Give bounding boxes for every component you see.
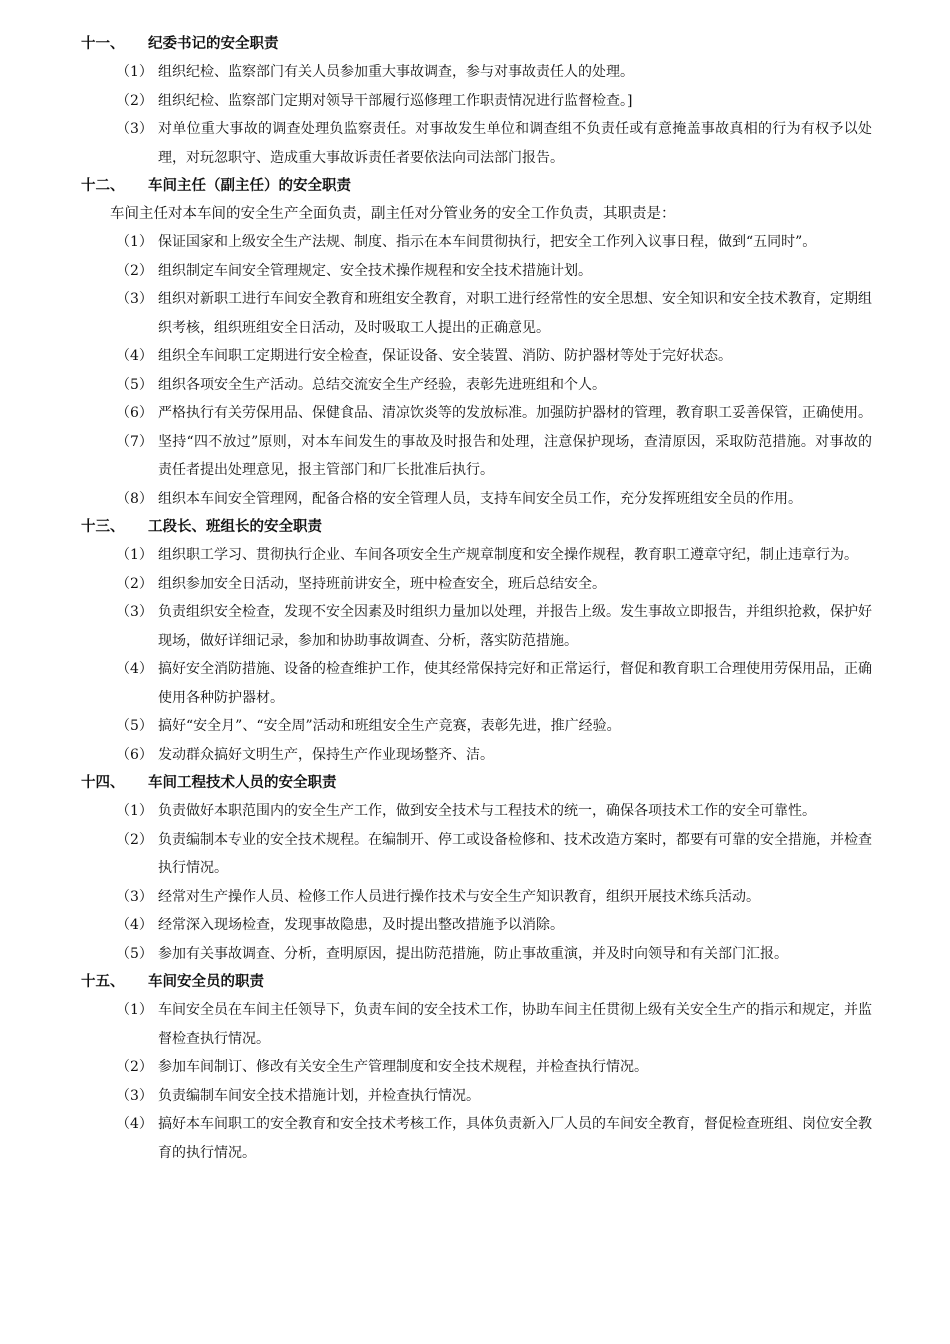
section-title: 纪委书记的安全职责 xyxy=(148,36,279,52)
section xyxy=(0,968,950,1167)
list-item-number: （3） xyxy=(116,888,153,905)
section xyxy=(0,172,950,513)
list-item-number: （5） xyxy=(116,945,153,962)
list-item-text: 搞好安全消防措施、设备的检查维护工作，使其经常保持完好和正常运行，督促和教育职工合理使用劳保用品，正确使用各种防护器材。 xyxy=(158,661,872,706)
section-number: 十二、 xyxy=(81,178,125,194)
list-item-text: 组织全车间职工定期进行安全检查，保证设备、安全装置、消防、防护器材等处于完好状态。 xyxy=(158,348,732,364)
section-heading xyxy=(0,172,950,200)
list-item-number: （2） xyxy=(116,575,153,592)
list-item-text: 组织职工学习、贯彻执行企业、车间各项安全生产规章制度和安全操作规程，教育职工遵章守纪，制止违章行为。 xyxy=(158,547,858,563)
list-item xyxy=(116,285,872,342)
list-item-text: 参加有关事故调查、分析，查明原因，提出防范措施，防止事故重演，并及时向领导和有关部门汇报。 xyxy=(158,945,788,962)
section xyxy=(0,513,950,769)
list-item xyxy=(116,712,872,741)
list-item xyxy=(116,741,872,770)
list-item-number: （2） xyxy=(116,831,153,848)
list-item xyxy=(116,1082,872,1111)
list-item xyxy=(116,485,872,514)
section-title: 车间安全员的职责 xyxy=(148,974,264,990)
list-item-number: （6） xyxy=(116,746,153,763)
list-item-text: 组织各项安全生产活动。总结交流安全生产经验，表彰先进班组和个人。 xyxy=(158,376,606,393)
list-item-number: （2） xyxy=(116,262,153,279)
list-item xyxy=(116,399,872,428)
list-item xyxy=(116,342,872,371)
list-item-text: 组织本车间安全管理网，配备合格的安全管理人员，支持车间安全员工作，充分发挥班组安全员的作用。 xyxy=(158,490,802,507)
list-item-number: （3） xyxy=(116,291,153,307)
list-item-text: 负责做好本职范围内的安全生产工作，做到安全技术与工程技术的统一，确保各项技术工作的安全可靠性。 xyxy=(158,803,816,819)
list-item-text: 组织参加安全日活动，坚持班前讲安全，班中检查安全，班后总结安全。 xyxy=(158,575,606,592)
list-item-text: 组织对新职工进行车间安全教育和班组安全教育，对职工进行经常性的安全思想、安全知识和安全技术教育，定期组织考核，组织班组安全日活动，及时吸取工人提出的正确意见。 xyxy=(158,291,872,336)
list-item-text: 负责编制车间安全技术措施计划，并检查执行情况。 xyxy=(158,1087,480,1104)
list-item-text: 负责编制本专业的安全技术规程。在编制开、停工或设备检修和、技术改造方案时，都要有可靠的安全措施，并检查执行情况。 xyxy=(158,831,872,876)
list-item xyxy=(116,1053,872,1082)
section-number: 十五、 xyxy=(81,974,125,990)
list-item-text: 组织纪检、监察部门有关人员参加重大事故调查，参与对事故责任人的处理。 xyxy=(158,64,634,80)
list-item xyxy=(116,598,872,655)
section-intro: 车间主任对本车间的安全生产全面负责，副主任对分管业务的安全工作负责，其职责是： xyxy=(110,206,676,222)
list-item-number: （3） xyxy=(116,1087,153,1104)
section-number: 十一、 xyxy=(81,36,125,52)
section xyxy=(0,30,950,172)
list-item xyxy=(116,940,872,969)
list-item-number: （4） xyxy=(116,348,153,364)
list-item-text: 严格执行有关劳保用品、保健食品、清凉饮炎等的发放标准。加强防护器材的管理，教育职工妥善保管，正确使用。 xyxy=(158,405,872,421)
list-item-number: （5） xyxy=(116,376,153,393)
list-item xyxy=(116,228,872,257)
list-item-text: 负责组织安全检查，发现不安全因素及时组织力量加以处理，并报告上级。发生事故立即报告，并组织抢救，保护好现场，做好详细记录，参加和协助事故调查、分析，落实防范措施。 xyxy=(158,604,872,649)
list-item-text: 车间安全员在车间主任领导下，负责车间的安全技术工作，协助车间主任贯彻上级有关安全生产的指示和规定，并监督检查执行情况。 xyxy=(158,1002,872,1047)
section-number: 十四、 xyxy=(81,775,125,791)
list-item-text: 保证国家和上级安全生产法规、制度、指示在本车间贯彻执行，把安全工作列入议事日程，做到“五同时”。 xyxy=(158,234,817,250)
list-item-text: 搞好本车间职工的安全教育和安全技术考核工作，具体负责新入厂人员的车间安全教育，督促检查班组、岗位安全教育的执行情况。 xyxy=(158,1116,872,1161)
list-item-number: （4） xyxy=(116,661,153,677)
list-item-number: （6） xyxy=(116,405,153,421)
list-item-number: （7） xyxy=(116,433,153,450)
list-item-number: （1） xyxy=(116,64,153,80)
list-item-number: （5） xyxy=(116,718,153,734)
list-item-number: （2） xyxy=(116,1059,153,1075)
list-item xyxy=(116,87,872,116)
section-title: 工段长、班组长的安全职责 xyxy=(148,519,322,535)
list-item xyxy=(116,883,872,912)
list-item-text: 组织制定车间安全管理规定、安全技术操作规程和安全技术措施计划。 xyxy=(158,262,592,279)
list-item-text: 经常对生产操作人员、检修工作人员进行操作技术与安全生产知识教育，组织开展技术练兵活动。 xyxy=(158,888,760,905)
list-item-text: 经常深入现场检查，发现事故隐患，及时提出整改措施予以消除。 xyxy=(158,917,564,933)
section-heading xyxy=(0,30,950,58)
section-heading xyxy=(0,513,950,541)
section-heading xyxy=(0,968,950,996)
list-item-number: （3） xyxy=(116,604,153,620)
list-item xyxy=(116,58,872,87)
section-number: 十三、 xyxy=(81,519,125,535)
section-heading xyxy=(0,769,950,797)
list-item-number: （8） xyxy=(116,490,153,507)
list-item-text: 坚持“四不放过”原则，对本车间发生的事故及时报告和处理，注意保护现场，查清原因，采取防范措施。对事故的责任者提出处理意见，报主管部门和厂长批准后执行。 xyxy=(158,433,872,478)
list-item xyxy=(116,428,872,485)
list-item-number: （3） xyxy=(116,121,153,137)
list-item-number: （1） xyxy=(116,1002,153,1018)
list-item-text: 组织纪检、监察部门定期对领导干部履行巡修理工作职责情况进行监督检查。] xyxy=(158,92,633,109)
list-item xyxy=(116,115,872,172)
list-item-text: 对单位重大事故的调查处理负监察责任。对事故发生单位和调查组不负责任或有意掩盖事故真相的行为有权予以处理，对玩忽职守、造成重大事故诉责任者要依法向司法部门报告。 xyxy=(158,121,872,166)
list-item-number: （1） xyxy=(116,803,153,819)
list-item xyxy=(116,570,872,599)
section-title: 车间工程技术人员的安全职责 xyxy=(148,775,337,791)
list-item xyxy=(116,911,872,940)
list-item-number: （4） xyxy=(116,917,153,933)
list-item xyxy=(116,541,872,570)
list-item xyxy=(116,996,872,1053)
list-item xyxy=(116,655,872,712)
list-item xyxy=(116,797,872,826)
list-item-number: （2） xyxy=(116,92,153,109)
list-item xyxy=(116,257,872,286)
list-item xyxy=(116,371,872,400)
list-item xyxy=(116,826,872,883)
list-item-number: （1） xyxy=(116,547,153,563)
section xyxy=(0,769,950,968)
list-item-text: 发动群众搞好文明生产，保持生产作业现场整齐、洁。 xyxy=(158,746,494,763)
section-title: 车间主任（副主任）的安全职责 xyxy=(148,178,351,194)
list-item-number: （1） xyxy=(116,234,153,250)
list-item-text: 参加车间制订、修改有关安全生产管理制度和安全技术规程，并检查执行情况。 xyxy=(158,1059,648,1075)
list-item-number: （4） xyxy=(116,1116,153,1132)
list-item xyxy=(116,1110,872,1167)
list-item-text: 搞好“安全月”、“安全周”活动和班组安全生产竞赛，表彰先进，推广经验。 xyxy=(158,718,621,734)
